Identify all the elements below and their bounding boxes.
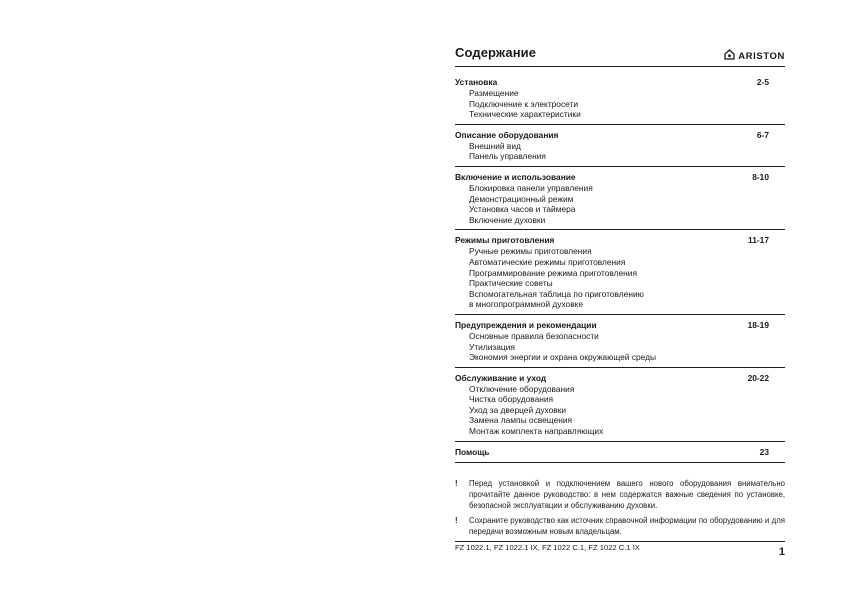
page-number: 1 <box>778 546 785 558</box>
toc-section-heading <box>455 235 785 246</box>
section-pages: 6-7 <box>756 129 769 140</box>
section-items <box>455 88 785 120</box>
toc-section <box>455 172 785 229</box>
toc-item: Включение духовки <box>469 214 546 225</box>
brand-logo <box>724 47 785 65</box>
toc-item: Замена лампы освещения <box>469 415 573 426</box>
section-title: Режимы приготовления <box>455 235 555 246</box>
toc-section <box>455 320 785 367</box>
toc-section-heading <box>455 447 785 458</box>
toc-section <box>455 447 785 462</box>
toc-item: Внешний вид <box>469 140 521 151</box>
toc-item: Монтаж комплекта направляющих <box>469 426 604 437</box>
toc-section-heading <box>455 320 785 331</box>
section-pages: 20-22 <box>747 372 769 383</box>
warning-note <box>455 478 785 511</box>
toc-item: Панель управления <box>469 151 546 162</box>
exclamation-icon: ! <box>455 516 458 525</box>
section-pages: 11-17 <box>748 235 769 246</box>
section-title: Описание оборудования <box>455 129 559 140</box>
section-divider <box>455 314 785 315</box>
toc-item: в многопрограммной духовке <box>469 299 584 310</box>
toc-item: Отключение оборудования <box>469 383 575 394</box>
ariston-house-icon <box>724 47 735 65</box>
toc-item: Подключение к электросети <box>469 98 579 109</box>
page-header <box>455 44 785 66</box>
toc-section <box>455 235 785 314</box>
section-divider <box>455 367 785 368</box>
toc-item: Уход за дверцей духовки <box>469 404 567 415</box>
note-text: Перед установкой и подключением вашего нового оборудования внимательно прочитайте данное руководство: в нем содержатся важные сведения по установке, безопасной эксплуатации и обслуживанию духовки. <box>469 479 785 510</box>
section-pages: 2-5 <box>756 77 769 87</box>
section-items <box>455 141 785 162</box>
section-divider <box>455 124 785 125</box>
toc-item: Ручные режимы приготовления <box>469 246 592 257</box>
header-rule <box>455 66 785 67</box>
toc-section-heading <box>455 130 785 141</box>
section-title: Включение и использование <box>455 171 576 182</box>
section-title: Помощь <box>455 446 490 457</box>
toc-section-heading <box>455 172 785 183</box>
contents-page <box>455 44 785 468</box>
table-of-contents <box>455 77 785 463</box>
toc-item: Программирование режима приготовления <box>469 267 638 278</box>
toc-item: Установка часов и таймера <box>469 204 576 215</box>
toc-section-heading <box>455 77 785 88</box>
section-divider <box>455 462 785 463</box>
footer-rule <box>455 541 785 542</box>
toc-item: Блокировка панели управления <box>469 182 593 193</box>
toc-item: Чистка оборудования <box>469 394 554 405</box>
section-pages: 8-10 <box>752 171 769 182</box>
section-divider <box>455 441 785 442</box>
section-title: Обслуживание и уход <box>455 372 547 383</box>
toc-section <box>455 373 785 441</box>
section-items <box>455 246 785 310</box>
toc-item: Технические характеристики <box>469 109 581 120</box>
section-title: Установка <box>455 77 498 87</box>
page-title: Содержание <box>455 45 537 60</box>
toc-item: Размещение <box>469 88 519 98</box>
section-divider <box>455 229 785 230</box>
section-pages: 23 <box>759 446 769 457</box>
section-divider <box>455 166 785 167</box>
toc-item: Основные правила безопасности <box>469 330 599 341</box>
toc-item: Демонстрационный режим <box>469 193 574 204</box>
toc-section <box>455 77 785 124</box>
page-footer <box>455 541 785 558</box>
toc-section-heading <box>455 373 785 384</box>
section-items <box>455 183 785 225</box>
note-text: Сохраните руководство как источник справочной информации по оборудованию и для передачи возможным новым владельцам. <box>469 516 785 536</box>
warning-note <box>455 515 785 537</box>
brand-name: ARISTON <box>738 50 785 62</box>
toc-item: Утилизация <box>469 341 515 352</box>
toc-item: Экономия энергии и охрана окружающей среды <box>469 352 657 363</box>
model-list: FZ 1022.1, FZ 1022.1 IX, FZ 1022 C.1, FZ 1022 C.1 IX <box>455 543 640 552</box>
exclamation-icon: ! <box>455 479 458 488</box>
toc-item: Практические советы <box>469 278 553 289</box>
section-items <box>455 331 785 363</box>
section-title: Предупреждения и рекомендации <box>455 319 597 330</box>
toc-item: Автоматические режимы приготовления <box>469 256 626 267</box>
section-pages: 18-19 <box>747 319 769 330</box>
toc-section <box>455 130 785 166</box>
notes <box>455 478 785 541</box>
section-items <box>455 384 785 437</box>
toc-item: Вспомогательная таблица по приготовлению <box>469 288 644 299</box>
